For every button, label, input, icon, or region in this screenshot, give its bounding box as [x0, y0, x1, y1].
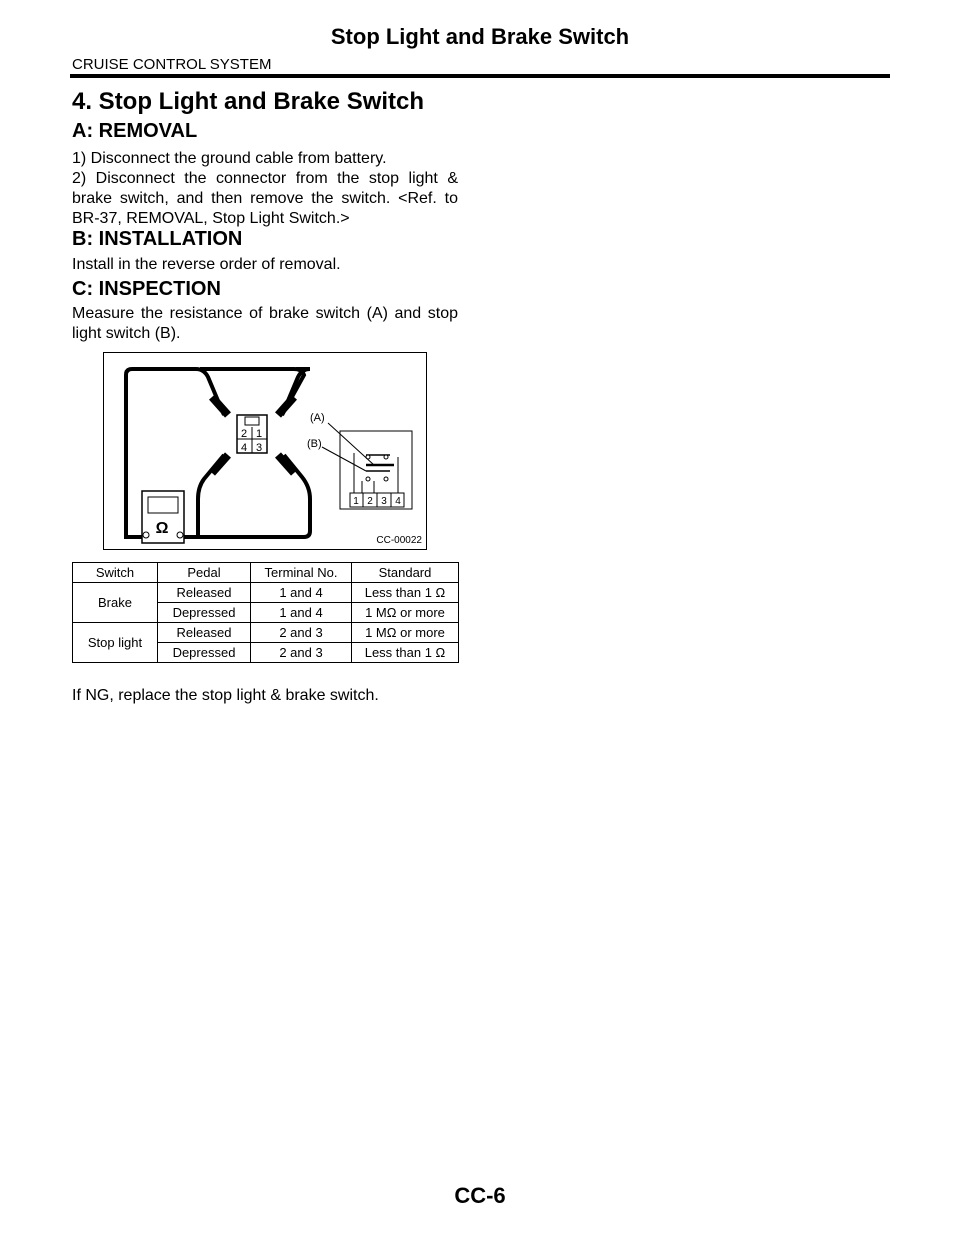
connector-pin-label: 3 [255, 442, 263, 454]
figure-code: CC-00022 [376, 535, 422, 546]
terminal-cell: 1 and 4 [251, 583, 352, 603]
inspection-heading: C: INSPECTION [72, 278, 221, 300]
switch-pin-label: 2 [367, 496, 373, 507]
terminal-cell: 1 and 4 [251, 603, 352, 623]
probe-upper-left [212, 397, 228, 415]
chapter-heading: 4. Stop Light and Brake Switch [72, 88, 425, 115]
pedal-cell: Released [158, 583, 251, 603]
wire-meter-lead [126, 501, 142, 537]
installation-text: Install in the reverse order of removal. [72, 256, 341, 273]
ohmmeter-display [148, 497, 178, 513]
switch-cell: Brake [73, 583, 158, 623]
wire-upper-left [126, 369, 224, 501]
standard-cell: 1 MΩ or more [352, 603, 459, 623]
pedal-cell: Depressed [158, 603, 251, 623]
header-divider [70, 74, 890, 78]
removal-step-1: 1) Disconnect the ground cable from battery. [72, 150, 387, 167]
page-number: CC-6 [454, 1183, 506, 1208]
removal-heading: A: REMOVAL [72, 120, 198, 142]
table-row [73, 623, 459, 643]
meter-terminal-left [143, 532, 149, 538]
standard-cell: Less than 1 Ω [352, 643, 459, 663]
meter-terminal-right [177, 532, 183, 538]
col-header-terminal: Terminal No. [251, 563, 352, 583]
col-header-pedal: Pedal [158, 563, 251, 583]
standard-cell: 1 MΩ or more [352, 623, 459, 643]
terminal-cell: 2 and 3 [251, 623, 352, 643]
col-header-standard: Standard [352, 563, 459, 583]
col-header-switch: Switch [73, 563, 158, 583]
connector-pin-label: 2 [240, 428, 248, 440]
inspection-note: If NG, replace the stop light & brake switch. [72, 687, 379, 704]
probe-upper-right [278, 397, 294, 415]
removal-steps [72, 149, 458, 229]
ohm-symbol: Ω [155, 520, 169, 537]
connector-pin-label: 1 [255, 428, 263, 440]
installation-heading: B: INSTALLATION [72, 228, 243, 250]
standard-cell: Less than 1 Ω [352, 583, 459, 603]
pedal-cell: Released [158, 623, 251, 643]
connector-pin-label: 4 [240, 442, 248, 454]
section-name: CRUISE CONTROL SYSTEM [72, 56, 272, 73]
switch-pin-label: 1 [353, 496, 359, 507]
switch-pin-label: 3 [381, 496, 387, 507]
resistance-table [72, 562, 459, 663]
label-b: (B) [307, 438, 322, 450]
switch-pin-label: 4 [395, 496, 401, 507]
terminal-cell: 2 and 3 [251, 643, 352, 663]
inspection-diagram [103, 352, 427, 550]
table-header-row [73, 563, 459, 583]
connector-latch [245, 417, 259, 425]
switch-cell: Stop light [73, 623, 158, 663]
inspection-text: Measure the resistance of brake switch (A) and stop light switch (B). [72, 305, 458, 342]
page-title: Stop Light and Brake Switch [330, 24, 630, 49]
pedal-cell: Depressed [158, 643, 251, 663]
removal-step-2: 2) Disconnect the connector from the stop light & brake switch, and then remove the switch. <Ref. to BR-37, REMOVAL, Stop Light Switch.> [72, 170, 458, 227]
table-row [73, 583, 459, 603]
label-a: (A) [310, 412, 325, 424]
